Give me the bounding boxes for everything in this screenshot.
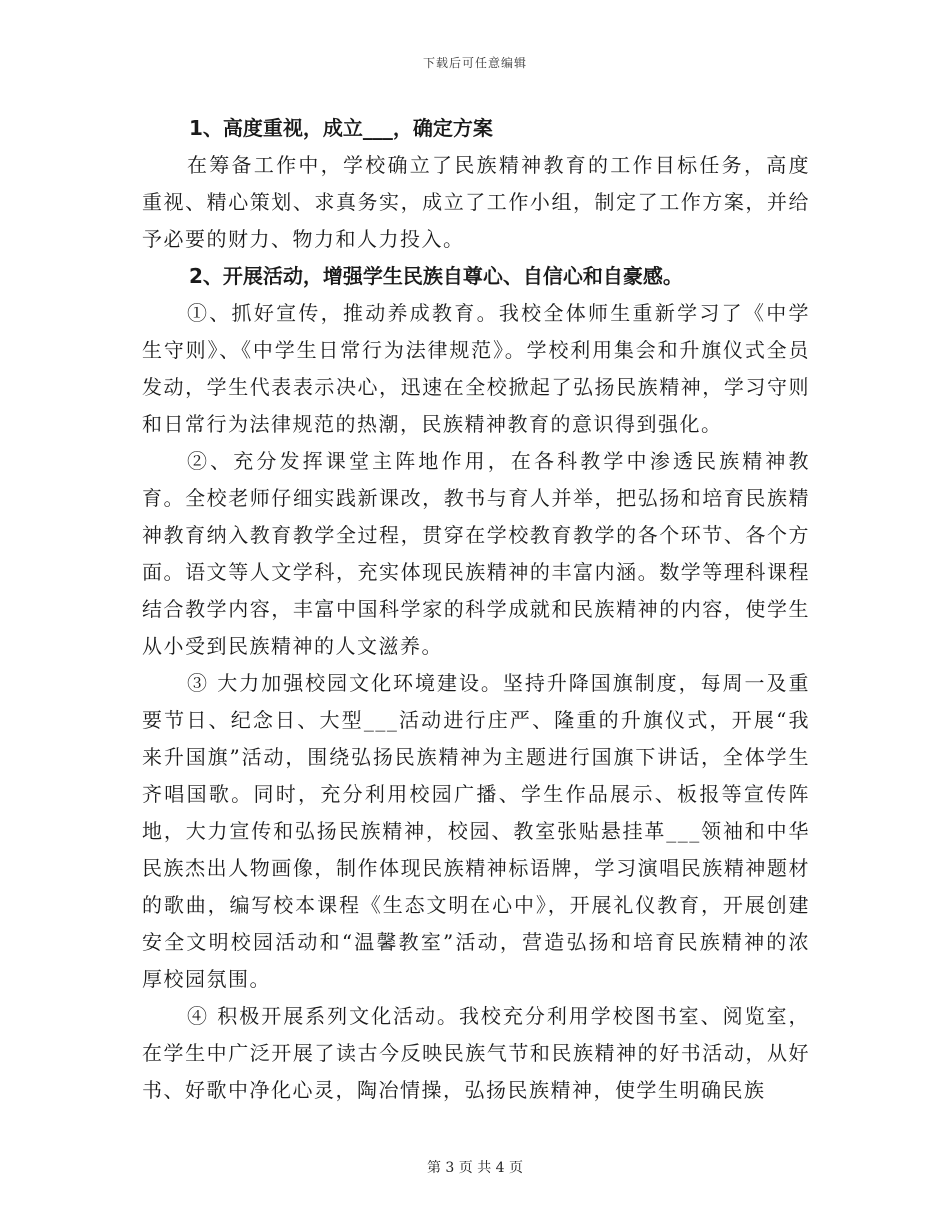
item3-paragraph: ③ 大力加强校园文化环境建设。坚持升降国旗制度，每周一及重要节日、纪念日、大型___活动进行庄严、隆重的升旗仪式，开展“我来升国旗”活动，围绕弘扬民族精神为主题进行国旗下讲话，全体学生齐唱国歌。同时，充分利用校园广播、学生作品展示、板报等宣传阵地，大力宣传和弘扬民族精神，校园、教室张贴悬挂革___领袖和中华民族杰出人物画像，制作体现民族精神标语牌，学习演唱民族精神题材的歌曲，编写校本课程《生态文明在心中》，开展礼仪教育，开展创建安全文明校园活动和“温馨教室”活动，营造弘扬和培育民族精神的浓厚校园氛围。 (142, 671, 810, 991)
section1-heading: 1、高度重视，成立___，确定方案 (189, 116, 493, 140)
item2-paragraph: ②、充分发挥课堂主阵地作用，在各科教学中渗透民族精神教育。全校老师仔细实践新课改，教书与育人并举，把弘扬和培育民族精神教育纳入教育教学全过程，贯穿在学校教育教学的各个环节、各个方面。语文等人文学科，充实体现民族精神的丰富内涵。数学等理科课程结合教学内容，丰富中国科学家的科学成就和民族精神的内容，使学生从小受到民族精神的人文滋养。 (142, 449, 810, 658)
document-body (142, 110, 810, 1109)
section1-paragraph: 在筹备工作中，学校确立了民族精神教育的工作目标任务，高度重视、精心策划、求真务实，成立了工作小组，制定了工作方案，并给予必要的财力、物力和人力投入。 (142, 153, 810, 251)
item4-paragraph: ④ 积极开展系列文化活动。我校充分利用学校图书室、阅览室，在学生中广泛开展了读古今反映民族气节和民族精神的好书活动，从好书、好歌中净化心灵，陶冶情操，弘扬民族精神，使学生明确民族 (142, 1004, 810, 1102)
page-header-note: 下载后可任意编辑 (422, 56, 527, 70)
page-number: 第 3 页 共 4 页 (426, 1160, 524, 1176)
section2-heading: 2、开展活动，增强学生民族自尊心、自信心和自豪感。 (189, 264, 683, 288)
item1-paragraph: ①、抓好宣传，推动养成教育。我校全体师生重新学习了《中学生守则》、《中学生日常行为法律规范》。学校利用集会和升旗仪式全员发动，学生代表表示决心，迅速在全校掀起了弘扬民族精神，学习守则和日常行为法律规范的热潮，民族精神教育的意识得到强化。 (142, 301, 810, 436)
